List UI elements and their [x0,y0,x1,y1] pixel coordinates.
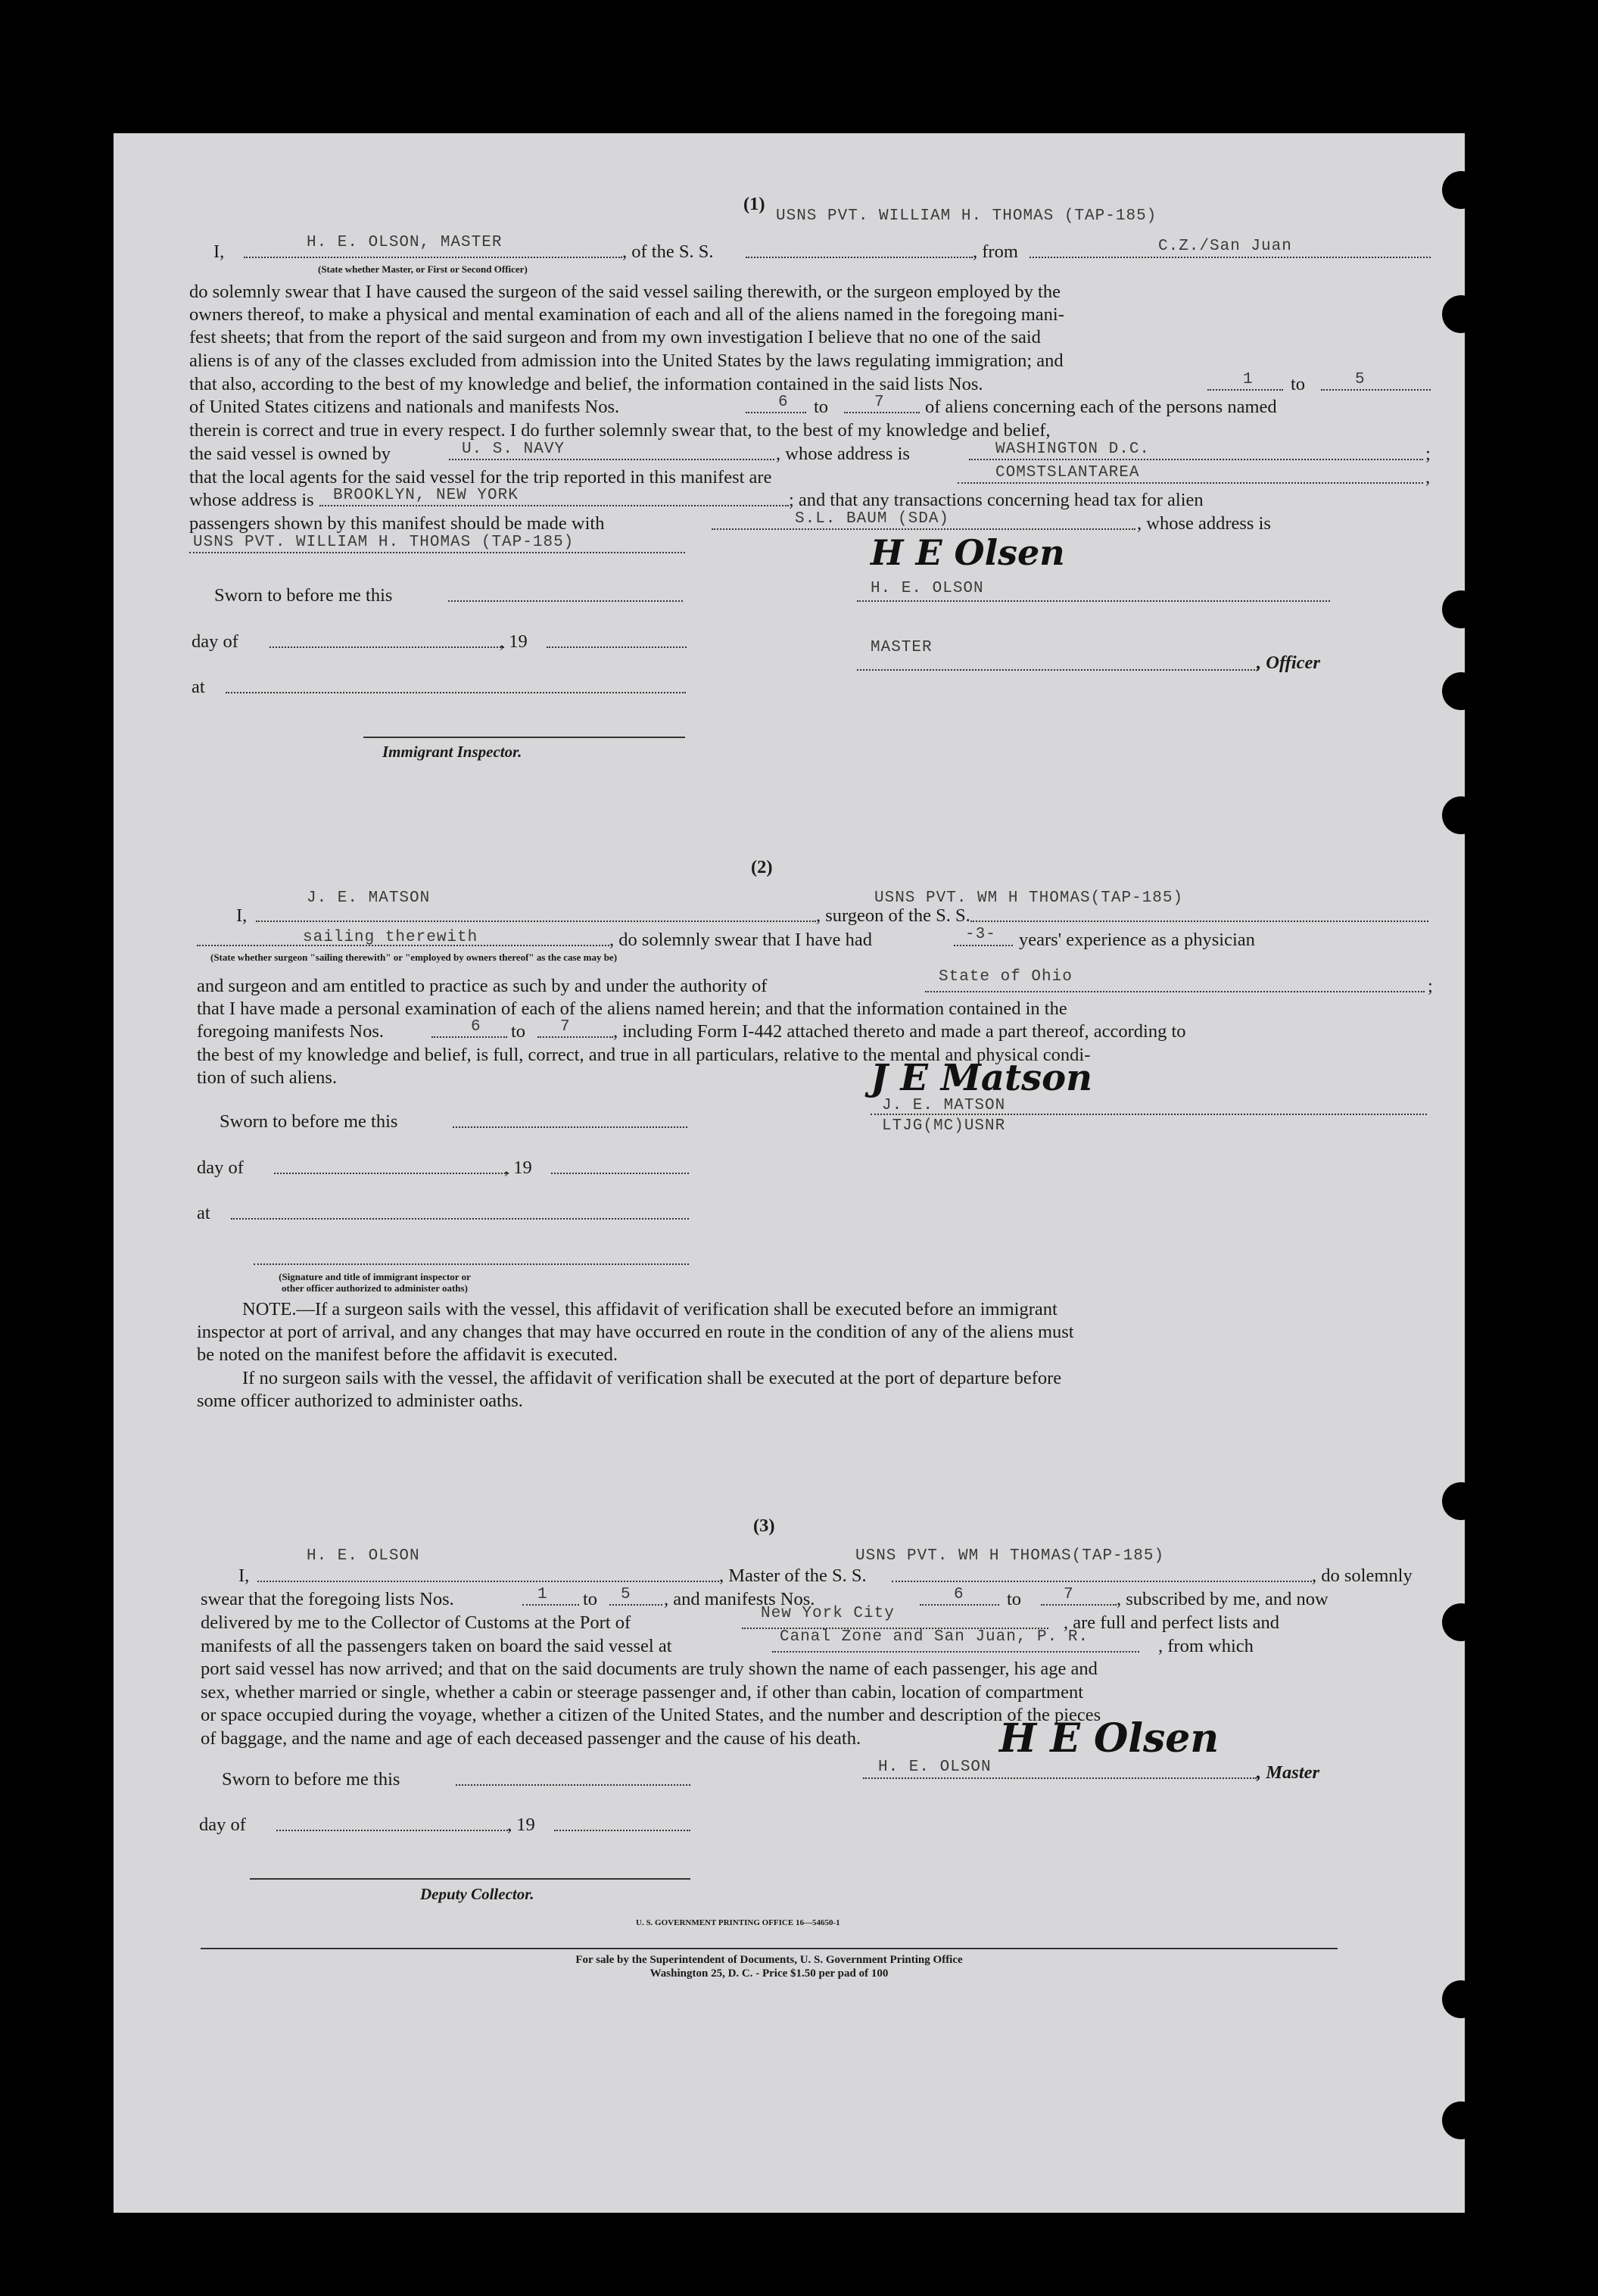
s3-sig-name: H. E. OLSON [878,1759,992,1776]
s3-port: New York City [761,1605,895,1622]
s1-i: I, [213,241,225,262]
binder-hole [1442,171,1480,209]
binder-hole [1442,1603,1480,1641]
s3-l4b: , from which [1158,1636,1254,1656]
s2-surgeon-of: , surgeon of the S. S. [816,905,970,926]
s1-l7: therein is correct and true in every respect. I do further solemnly swear that, to the best of my knowledge and belief, [189,420,1051,441]
s3-l2c: , subscribed by me, and now [1117,1589,1329,1609]
s3-taken-at: Canal Zone and San Juan, P. R. [780,1628,1089,1646]
s1-day: day of [192,631,238,652]
s3-l8: of baggage, and the name and age of each deceased passenger and the cause of his death. [201,1728,861,1749]
s2-vessel: USNS PVT. WM H THOMAS(TAP-185) [874,889,1184,907]
s1-line: aliens is of any of the classes excluded from admission into the United States by the laws regulating immigration; and [189,350,1064,371]
manifest-page: (1) USNS PVT. WILLIAM H. THOMAS (TAP-185) I, H. E. OLSON, MASTER , of the S. S. , from C.Z./San Juan (State whether Master, or First or Second Officer) do solemnly swear that I have caused the surgeon of the said vessel sailing therewith, or the surgeon employed by the owners thereof, to make a physical and mental examination of each and all of the aliens named in the foregoing mani- fest sheets; that from the report of the said surgeon and from my own investigation I believe that no one of the said aliens is of any of the classes excluded from admission into the United States by the laws regulating immigration; and that also, according to the best of my knowledge and belief, the information contained in the said lists Nos. 1 to 5 of United States citizens and nationals and manifests Nos. 6 to 7 of aliens concerning each of the persons named therein is correct and true in every respect. I do further solemnly swear that, to the best of my knowledge and belief, the said vessel is owned by U. S. NAVY , whose address is WASHINGTON D.C. ; that the local agents for the said vessel for the trip reported in this manifest are COMSTSLANTAREA , whose address is BROOKLYN, NEW YORK ; and that any transactions concerning head tax for alien passengers shown by this manifest should be made with S.L. BAUM (SDA) , whose address is USNS PVT. WILLIAM H. THOMAS (TAP-185) Sworn to before me this day of , 19 at Immigrant Inspector. H E Olsen H. E. OLSON MASTER , Officer (2) I, J. E. MATSON , surgeon of the S. S. USNS PVT. WM H THOMAS(TAP-185) sailing therewith , do solemnly swear that I have had -3- years' experience as a physician (State whether surgeon "sailing therewith" or "employed by owners thereof" as the case may be) and surgeon and am entitled to practice as such by and under the authority of State of Ohio ; that I have made a personal examination of each of the aliens named herein; and that the information contained in the foregoing manifests Nos. 6 to 7 , including Form I-442 attached thereto and made a part thereof, according to the best of my knowledge and belief, is full, correct, and true in all particulars, relative to the mental and physical condi- tion of such aliens. J E Matson J. E. MATSON LTJG(MC)USNR Sworn to before me this day of , 19 at (Signature and title of immigrant inspector or other officer authorized to administer oaths) NOTE.—If a surgeon sails with the vessel, this affidavit of verification shall be executed before an immigrant inspector at port of arrival, and any changes that may have occurred en route in the condition of any of the aliens must be noted on the manifest before the affidavit is executed. If no surgeon sails with the vessel, the affidavit of verification shall be executed at the port of departure before some officer authorized to administer oaths. (3) H. E. OLSON USNS PVT. WM H THOMAS(TAP-185) I, , Master of the S. S. , do solemnly swear that the foregoing lists Nos. 1 to 5 , and manifests Nos. 6 to 7 , subscribed by me, and now delivered by me to the Collector of Customs at the Port of New York City , are full and perfect lists and manifests of all the passengers taken on board the said vessel at Canal Zone and San Juan, P. R. , from which port said vessel has now arrived; and that on the said documents are truly shown the name of each passenger, his age and sex, whether married or single, whether a cabin or steerage passenger and, if other than cabin, location of compartment or space occupied during the voyage, whether a citizen of the United States, and the number and description of the pieces of baggage, and the name and age of each deceased passenger and the cause of his death. H E Olsen H. E. OLSON , Master Sworn to before me this day of , 19 Deputy Collector. U. S. GOVERNMENT PRINTING OFFICE 16—54650-1 For sale by the Superintendent of Documents, U. S. Government Printing Office Washington 25, D. C. - Price $1.50 per pad of 100 [114,133,1465,2213]
s1-l10a: whose address is [189,490,314,510]
s2-sig-rank: LTJG(MC)USNR [882,1117,1006,1135]
s2-note-3: be noted on the manifest before the affidavit is executed. [197,1344,618,1365]
s3-l3b: , are full and perfect lists and [1064,1612,1280,1633]
s2-sig-name: J. E. MATSON [882,1097,1006,1114]
s1-l11b: , whose address is [1137,513,1271,534]
s1-hint: (State whether Master, or First or Second Officer) [318,263,528,275]
sale-line-1: For sale by the Superintendent of Documents, U. S. Government Printing Office [575,1954,963,1966]
binder-hole [1442,796,1480,834]
sale-line-2: Washington 25, D. C. - Price $1.50 per pad of 100 [649,1967,889,1980]
s2-l7: tion of such aliens. [197,1067,338,1088]
s3-l4a: manifests of all the passengers taken on board the said vessel at [201,1636,672,1656]
s1-sig-name: H. E. OLSON [871,580,984,597]
s2-years: -3- [965,926,996,943]
s2-l6: the best of my knowledge and belief, is full, correct, and true in all particulars, relative to the mental and physical condi- [197,1045,1091,1065]
s3-man-from: 6 [954,1586,964,1603]
s2-l2b: , do solemnly swear that I have had [609,930,872,950]
s3-l2b: , and manifests Nos. [664,1589,815,1609]
binder-hole [1442,672,1480,710]
s3-deputy: Deputy Collector. [420,1885,534,1903]
s2-at: at [197,1203,210,1223]
s1-l6a: of United States citizens and nationals and manifests Nos. [189,397,620,417]
binder-hole [1442,1980,1480,2018]
section-1-number: (1) [743,194,765,214]
s3-year: , 19 [507,1815,535,1835]
binder-hole [1442,295,1480,333]
s1-l10b: ; and that any transactions concerning head tax for alien [789,490,1204,510]
s2-authority: State of Ohio [939,968,1073,986]
s1-agents-addr: BROOKLYN, NEW YORK [333,487,519,504]
s2-l5to: to [511,1021,526,1042]
s2-man-from: 6 [471,1018,481,1036]
s1-signature: H E Olsen [871,532,1065,573]
s3-l2to2: to [1007,1589,1022,1609]
s1-line: do solemnly swear that I have caused the surgeon of the said vessel sailing therewith, or the surgeon employed by the [189,282,1061,302]
s1-title: MASTER [871,639,933,656]
s1-l5a: that also, according to the best of my knowledge and belief, the information contained in the said lists Nos. [189,374,983,394]
s2-l4: that I have made a personal examination of each of the aliens named herein; and that the information contained in the [197,998,1067,1019]
s1-l8b: , whose address is [776,444,910,464]
s1-owner: U. S. NAVY [462,441,565,458]
gpo-imprint: U. S. GOVERNMENT PRINTING OFFICE 16—54650-1 [636,1918,840,1927]
s2-man-to: 7 [560,1018,571,1036]
s2-l5a: foregoing manifests Nos. [197,1021,384,1042]
s3-sworn: Sworn to before me this [222,1769,400,1790]
s2-l2c: years' experience as a physician [1019,930,1255,950]
section-3-number: (3) [753,1516,775,1536]
s3-master-of: , Master of the S. S. [719,1565,867,1586]
s1-l5to: to [1291,374,1306,394]
s2-day: day of [197,1157,244,1178]
s1-master-name: H. E. OLSON, MASTER [307,234,503,251]
s3-day: day of [199,1815,246,1835]
s3-l2a: swear that the foregoing lists Nos. [201,1589,454,1609]
s1-from-val: C.Z./San Juan [1158,238,1292,255]
s1-man-from: 6 [778,394,789,411]
s1-l6b: of aliens concerning each of the persons named [925,397,1277,417]
s3-l3a: delivered by me to the Collector of Customs at the Port of [201,1612,631,1633]
s1-vessel: USNS PVT. WILLIAM H. THOMAS (TAP-185) [776,207,1157,225]
s2-l3a: and surgeon and am entitled to practice as such by and under the authority of [197,976,768,996]
s1-l9a: that the local agents for the said vessel for the trip reported in this manifest are [189,467,772,488]
s2-sig-hint-1: (Signature and title of immigrant inspector or [279,1271,471,1282]
s3-i: I, [238,1565,250,1586]
s1-l8a: the said vessel is owned by [189,444,391,464]
binder-hole [1442,1482,1480,1520]
s3-signature: H E Olsen [999,1715,1220,1762]
s1-list-to: 5 [1355,371,1366,388]
s2-i: I, [236,905,248,926]
s2-signature: J E Matson [871,1057,1093,1099]
s2-sig-hint-2: other officer authorized to administer oaths) [282,1282,468,1294]
s1-inspector: Immigrant Inspector. [382,743,522,761]
s1-at: at [192,677,205,697]
s1-sworn: Sworn to before me this [214,585,393,606]
s1-owner-addr: WASHINGTON D.C. [995,441,1151,458]
s3-vessel: USNS PVT. WM H THOMAS(TAP-185) [855,1547,1165,1565]
s1-line: owners thereof, to make a physical and mental examination of each and all of the aliens named in the foregoing mani- [189,304,1064,325]
s1-man-to: 7 [874,394,885,411]
s1-of-ss: , of the S. S. [622,241,714,262]
s1-officer: , Officer [1257,653,1320,673]
s1-headtax: S.L. BAUM (SDA) [795,510,950,528]
s2-sworn: Sworn to before me this [220,1111,398,1132]
binder-hole [1442,2101,1480,2139]
s3-l7: or space occupied during the voyage, whether a citizen of the United States, and the number and description of the pieces [201,1705,1101,1725]
s2-surgeon-name: J. E. MATSON [307,889,431,907]
s1-headtax-addr: USNS PVT. WILLIAM H. THOMAS (TAP-185) [193,534,575,551]
s2-note-5: some officer authorized to administer oaths. [197,1391,523,1411]
s2-note-2: inspector at port of arrival, and any changes that may have occurred en route in the condition of any of the aliens must [197,1322,1074,1342]
s2-note-1: NOTE.—If a surgeon sails with the vessel, this affidavit of verification shall be executed before an immigrant [242,1299,1058,1319]
s2-hint: (State whether surgeon "sailing therewith" or "employed by owners thereof" as the case may be) [210,952,618,963]
s2-note-4: If no surgeon sails with the vessel, the affidavit of verification shall be executed at the port of departure before [242,1368,1062,1388]
s2-l5b: , including Form I-442 attached thereto and made a part thereof, according to [613,1021,1186,1042]
s1-line: fest sheets; that from the report of the said surgeon and from my own investigation I believe that no one of the said [189,327,1041,347]
s3-l2to: to [583,1589,598,1609]
s1-list-from: 1 [1243,371,1254,388]
s3-man-to: 7 [1064,1586,1074,1603]
s3-list-to: 5 [621,1586,631,1603]
s2-year: , 19 [504,1157,532,1178]
s3-master: , Master [1257,1762,1320,1783]
s1-l11a: passengers shown by this manifest should be made with [189,513,605,534]
s1-from: , from [973,241,1018,262]
binder-hole [1442,590,1480,628]
s1-agents: COMSTSLANTAREA [995,464,1140,481]
s2-sailing: sailing therewith [303,929,478,946]
section-2-number: (2) [751,857,773,877]
s1-year: , 19 [500,631,528,652]
s3-solemnly: , do solemnly [1312,1565,1413,1586]
s3-l6: sex, whether married or single, whether a cabin or steerage passenger and, if other than cabin, location of compartment [201,1682,1084,1703]
s3-master-name: H. E. OLSON [307,1547,420,1565]
s3-list-from: 1 [537,1586,548,1603]
s1-l6to: to [814,397,829,417]
s3-l5: port said vessel has now arrived; and that on the said documents are truly shown the name of each passenger, his age and [201,1659,1098,1679]
